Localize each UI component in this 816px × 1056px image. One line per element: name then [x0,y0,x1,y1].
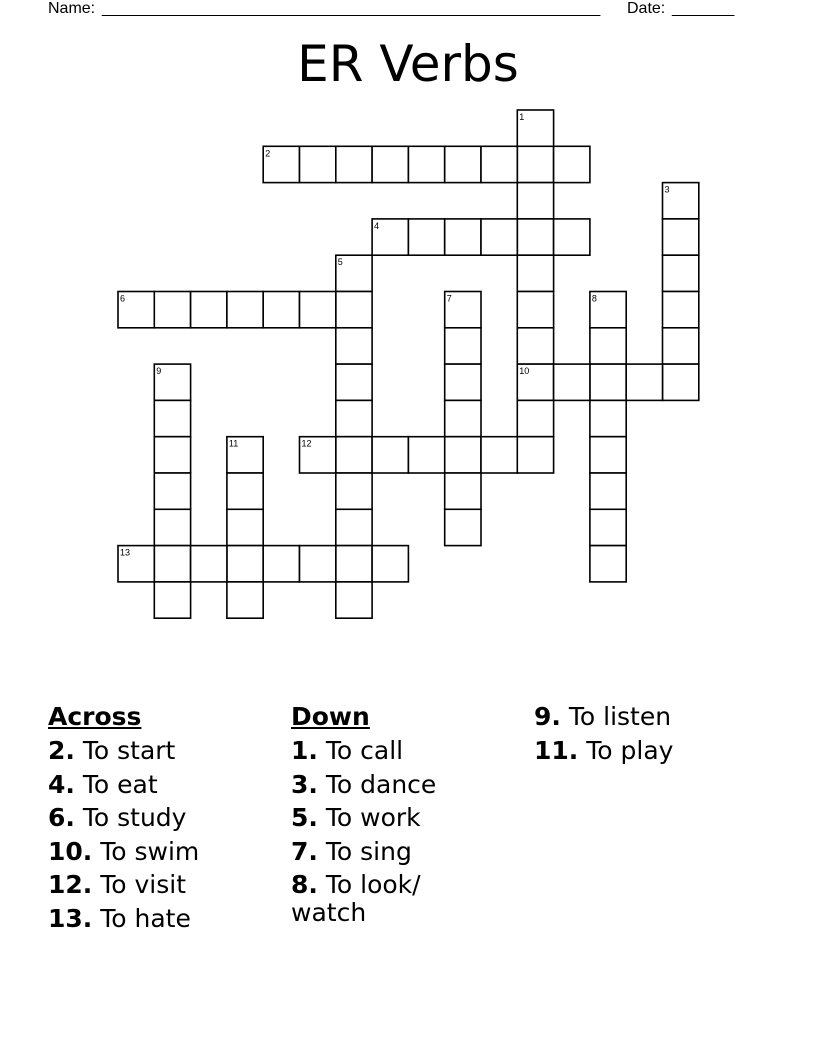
grid-cell[interactable] [227,509,263,545]
grid-cell[interactable] [445,400,481,436]
grid-cell[interactable] [227,546,263,582]
cell-number: 5 [337,257,343,268]
down-clues [291,700,521,927]
grid-cell[interactable] [154,292,190,328]
grid-cell[interactable] [590,509,626,545]
cell-number: 11 [228,438,239,449]
page-title: ER Verbs [297,35,519,93]
grid-cell[interactable] [445,364,481,400]
across-heading: Across [48,702,142,731]
grid-cell[interactable] [263,546,299,582]
cell-number: 10 [519,366,530,377]
name-label: Name: [48,0,96,17]
grid-cell[interactable] [554,364,590,400]
grid-cell[interactable] [590,400,626,436]
grid-cell[interactable] [300,546,336,582]
grid-cell[interactable] [517,437,553,473]
cell-number: 12 [301,438,312,449]
grid-cell[interactable] [154,437,190,473]
grid-cell[interactable] [554,146,590,182]
cell-number: 4 [374,220,380,231]
grid-cell[interactable] [154,509,190,545]
clue-down-9: 9. To listen [534,702,672,731]
grid-cell[interactable] [517,255,553,291]
cell-number: 3 [664,184,670,195]
grid-cell[interactable] [663,364,699,400]
across-clues [48,700,278,935]
grid-cell[interactable] [336,146,372,182]
grid-cell[interactable] [590,546,626,582]
grid-cell[interactable] [154,546,190,582]
grid-cell[interactable] [481,146,517,182]
grid-cell[interactable] [590,328,626,364]
cell-number: 8 [591,293,597,304]
grid-cell[interactable] [336,582,372,618]
cell-number: 1 [519,112,525,122]
grid-cell[interactable] [300,146,336,182]
date-label: Date: [627,0,666,17]
clue-down-11: 11. To play [534,735,674,765]
grid-cell[interactable] [336,473,372,509]
grid-cell[interactable] [408,146,444,182]
grid-cell[interactable] [445,509,481,545]
grid-cell[interactable] [154,473,190,509]
clue-down-1: 1. To call [291,736,404,765]
grid-cell[interactable] [372,437,408,473]
grid-cell[interactable] [481,219,517,255]
grid-cell[interactable] [227,582,263,618]
grid-cell[interactable] [336,546,372,582]
grid-cell[interactable] [336,292,372,328]
grid-cell[interactable] [336,328,372,364]
grid-cell[interactable] [626,364,662,400]
name-field-line[interactable]: ________________________________________________________ [102,0,601,17]
grid-cell[interactable] [663,255,699,291]
grid-cell[interactable] [191,546,227,582]
grid-cell[interactable] [336,364,372,400]
grid-cell[interactable] [154,582,190,618]
grid-cell[interactable] [517,400,553,436]
grid-cell[interactable] [408,437,444,473]
grid-cell[interactable] [663,219,699,255]
grid-cell[interactable] [263,292,299,328]
grid-cell[interactable] [517,146,553,182]
grid-cell[interactable] [336,509,372,545]
clue-across-2: 2. To start [48,736,176,765]
grid-cell[interactable] [372,546,408,582]
grid-cell[interactable] [590,364,626,400]
grid-cell[interactable] [554,219,590,255]
grid-cell[interactable] [590,473,626,509]
grid-cell[interactable] [663,328,699,364]
cell-number: 6 [120,293,126,304]
grid-cell[interactable] [191,292,227,328]
grid-cell[interactable] [336,437,372,473]
date-field-line[interactable]: _______ [672,0,735,17]
grid-cell[interactable] [445,473,481,509]
clue-down-3: 3. To dance [291,769,437,799]
grid-cell[interactable] [481,437,517,473]
down-heading: Down [291,702,370,731]
grid-cell[interactable] [445,328,481,364]
clue-down-7: 7. To sing [291,836,412,866]
grid-cell[interactable] [517,292,553,328]
grid-cell[interactable] [372,146,408,182]
grid-cell[interactable] [590,437,626,473]
grid-cell[interactable] [227,292,263,328]
grid-cell[interactable] [445,437,481,473]
clue-down-5: 5. To work [291,803,421,832]
clue-across-10: 10. To swim [48,836,200,866]
grid-cell[interactable] [154,400,190,436]
grid-cell[interactable] [445,219,481,255]
down-clues-continued [534,700,764,767]
grid-cell[interactable] [227,473,263,509]
grid-cell[interactable] [300,292,336,328]
cell-number: 9 [156,366,162,377]
grid-cell[interactable] [408,219,444,255]
cell-number: 7 [446,293,452,304]
grid-cell[interactable] [517,328,553,364]
grid-cell[interactable] [517,183,553,219]
grid-cell[interactable] [336,400,372,436]
clue-across-6: 6. To study [48,803,187,832]
clue-across-13: 13. To hate [48,903,191,933]
clue-across-4: 4. To eat [48,769,158,799]
cell-number: 2 [265,148,271,159]
clue-across-12: 12. To visit [48,870,187,899]
grid-cell[interactable] [517,219,553,255]
grid-cell[interactable] [663,292,699,328]
grid-cell[interactable] [445,146,481,182]
cell-number: 13 [120,547,131,558]
clue-down-8: 8. To look/ watch [291,870,421,927]
